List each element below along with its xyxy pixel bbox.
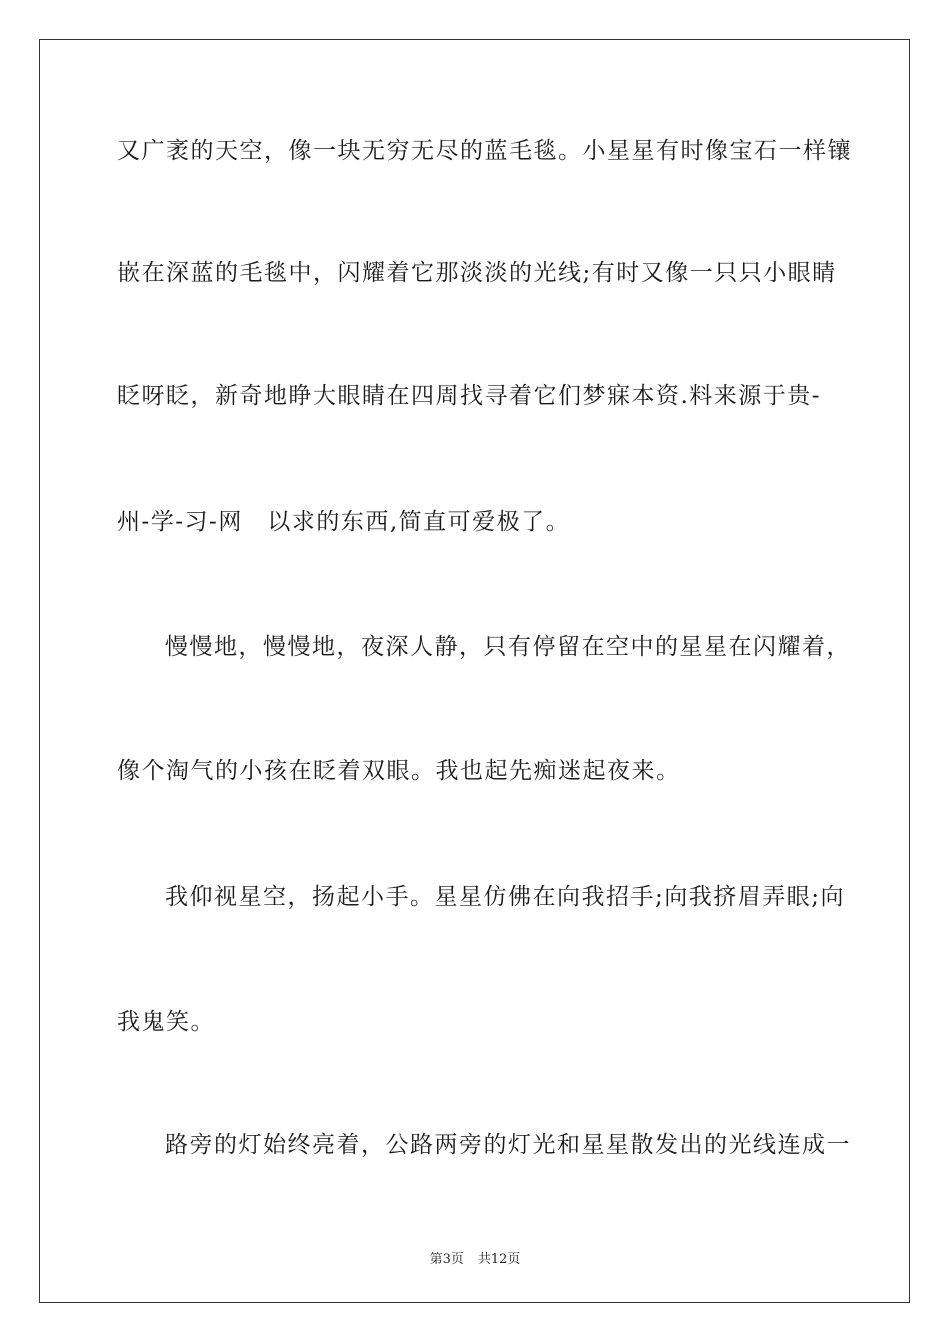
page-total: 共12页 (477, 1252, 521, 1267)
page-footer (0, 1248, 950, 1267)
text-line-6: 像个淘气的小孩在眨着双眼。我也起先痴迷起夜来。 (117, 758, 681, 784)
text-line-1: 又广袤的天空，像一块无穷无尽的蓝毛毯。小星星有时像宝石一样镶 (117, 138, 852, 164)
page-number: 第3页 (429, 1252, 464, 1267)
page-border (39, 39, 910, 1303)
paragraph-start-2: 我仰视星空，扬起小手。星星仿佛在向我招手;向我挤眉弄眼;向 (165, 884, 845, 910)
text-line-2: 嵌在深蓝的毛毯中，闪耀着它那淡淡的光线;有时又像一只只小眼睛 (117, 260, 837, 286)
paragraph-start-1: 慢慢地，慢慢地，夜深人静，只有停留在空中的星星在闪耀着， (165, 634, 851, 660)
text-line-4: 州-学-习-网 以求的东西,简直可爱极了。 (117, 509, 571, 535)
text-line-8: 我鬼笑。 (117, 1009, 215, 1035)
paragraph-start-3: 路旁的灯始终亮着，公路两旁的灯光和星星散发出的光线连成一 (165, 1132, 851, 1158)
text-line-3: 眨呀眨，新奇地睁大眼睛在四周找寻着它们梦寐本资.料来源于贵- (117, 383, 822, 409)
